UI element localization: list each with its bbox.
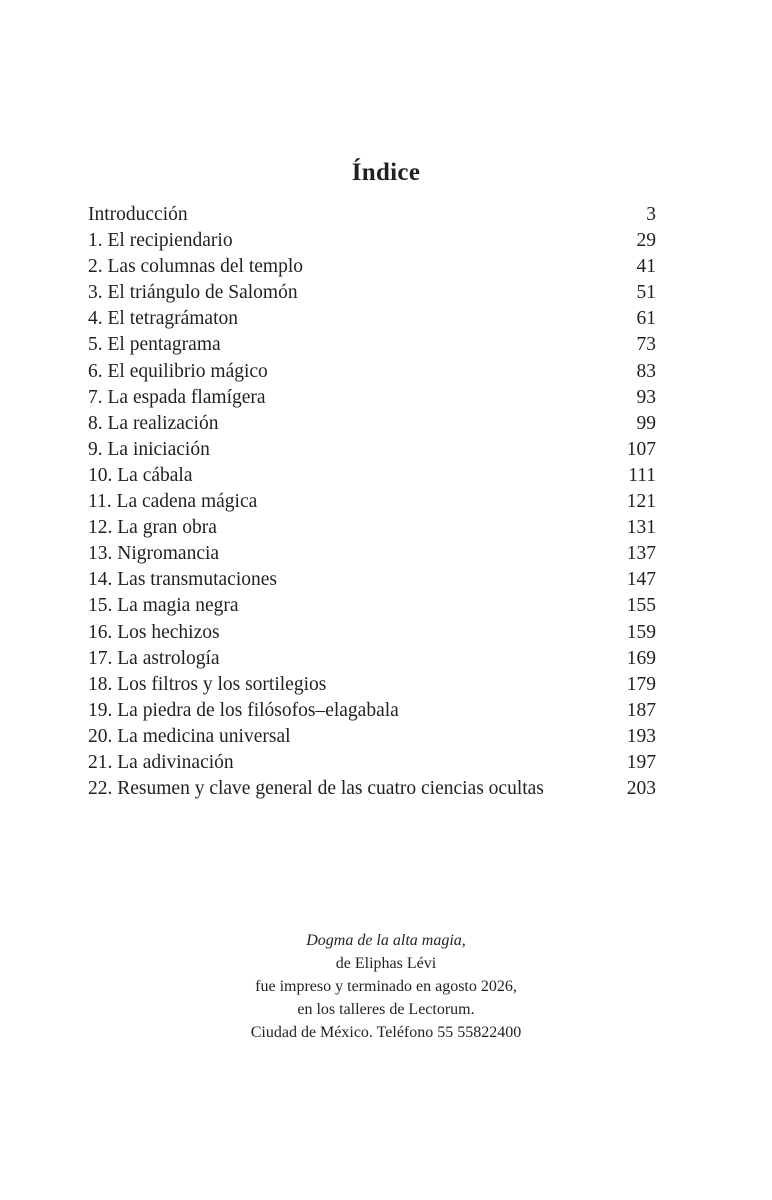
colophon-author: de Eliphas Lévi (335, 955, 437, 972)
toc-entry-title: 1. El recipiendario (88, 230, 233, 252)
toc-entry (88, 228, 656, 254)
toc-entry-page: 179 (626, 673, 656, 695)
toc-entry-title: 9. La iniciación (88, 438, 210, 460)
toc-entry-title: 17. La astrología (88, 647, 220, 669)
toc-entry-title: 2. Las columnas del templo (88, 256, 303, 278)
toc-entry-title: 13. Nigromancia (88, 543, 220, 565)
page-title: Índice (351, 158, 421, 186)
toc-entry-page: 155 (626, 595, 656, 617)
toc-entry (88, 515, 656, 541)
toc-entry-title: 12. La gran obra (88, 517, 217, 539)
toc-entry-page: 197 (626, 751, 656, 773)
toc-entry (88, 620, 656, 646)
toc-entry-page: 99 (636, 412, 656, 434)
toc-entry-page: 111 (628, 464, 656, 486)
toc-entry-page: 51 (636, 282, 656, 304)
toc-entry-title: 20. La medicina universal (88, 725, 291, 747)
toc-entry-title: 16. Los hechizos (88, 621, 220, 643)
toc-entry (88, 593, 656, 619)
toc-entry-title: 21. La adivinación (88, 751, 234, 773)
toc-entry (88, 202, 656, 228)
toc-entry-title: 7. La espada flamígera (88, 386, 266, 408)
toc-entry (88, 567, 656, 593)
toc-entry-title: 15. La magia negra (88, 595, 239, 617)
toc-entry-page: 41 (636, 256, 656, 278)
toc-entry-title: 14. Las transmutaciones (88, 569, 277, 591)
toc-entry-title: 22. Resumen y clave general de las cuatro ciencias ocultas (88, 778, 544, 800)
colophon-book-title: Dogma de la alta magia, (306, 932, 466, 949)
toc-entry-page: 203 (626, 778, 656, 800)
toc-entry-title: 3. El triángulo de Salomón (88, 282, 298, 304)
toc-entry (88, 750, 656, 776)
toc-entry-page: 61 (636, 308, 656, 330)
toc-entry-title: 4. El tetragrámaton (88, 308, 238, 330)
toc-entry-page: 73 (636, 334, 656, 356)
toc-entry-page: 193 (626, 725, 656, 747)
toc-entry-title: 5. El pentagrama (88, 334, 221, 356)
toc-entry (88, 306, 656, 332)
toc-entry (88, 254, 656, 280)
toc-entry-page: 83 (636, 360, 656, 382)
toc-entry-page: 121 (626, 491, 656, 513)
toc-entry-page: 187 (626, 699, 656, 721)
toc-entry (88, 359, 656, 385)
colophon-printed: fue impreso y terminado en agosto 2026, (255, 978, 517, 995)
toc-entry-title: 6. El equilibrio mágico (88, 360, 268, 382)
toc-entry (88, 280, 656, 306)
table-of-contents (88, 202, 656, 802)
toc-entry (88, 541, 656, 567)
toc-entry-page: 107 (626, 438, 656, 460)
toc-entry-page: 169 (626, 647, 656, 669)
toc-entry (88, 385, 656, 411)
toc-entry-title: 11. La cadena mágica (88, 491, 258, 513)
toc-entry-title: 10. La cábala (88, 464, 193, 486)
toc-entry-page: 147 (626, 569, 656, 591)
toc-entry (88, 698, 656, 724)
toc-entry (88, 463, 656, 489)
toc-entry-page: 131 (626, 517, 656, 539)
toc-entry-page: 137 (626, 543, 656, 565)
toc-entry (88, 332, 656, 358)
toc-entry (88, 437, 656, 463)
toc-entry (88, 489, 656, 515)
toc-entry (88, 776, 656, 802)
toc-entry-title: 18. Los filtros y los sortilegios (88, 673, 327, 695)
toc-entry-title: 8. La realización (88, 412, 219, 434)
toc-entry (88, 646, 656, 672)
toc-entry-title: Introducción (88, 204, 188, 225)
toc-entry-page: 159 (626, 621, 656, 643)
toc-entry (88, 672, 656, 698)
toc-entry-title: 19. La piedra de los filósofos–elagabala (88, 699, 399, 721)
toc-entry (88, 411, 656, 437)
toc-entry-page: 3 (646, 204, 656, 225)
colophon-workshop: en los talleres de Lectorum. (297, 1001, 475, 1018)
toc-entry-page: 29 (636, 230, 656, 252)
toc-entry-page: 93 (636, 386, 656, 408)
colophon (0, 929, 772, 1044)
colophon-city-phone: Ciudad de México. Teléfono 55 55822400 (250, 1024, 522, 1041)
toc-entry (88, 724, 656, 750)
